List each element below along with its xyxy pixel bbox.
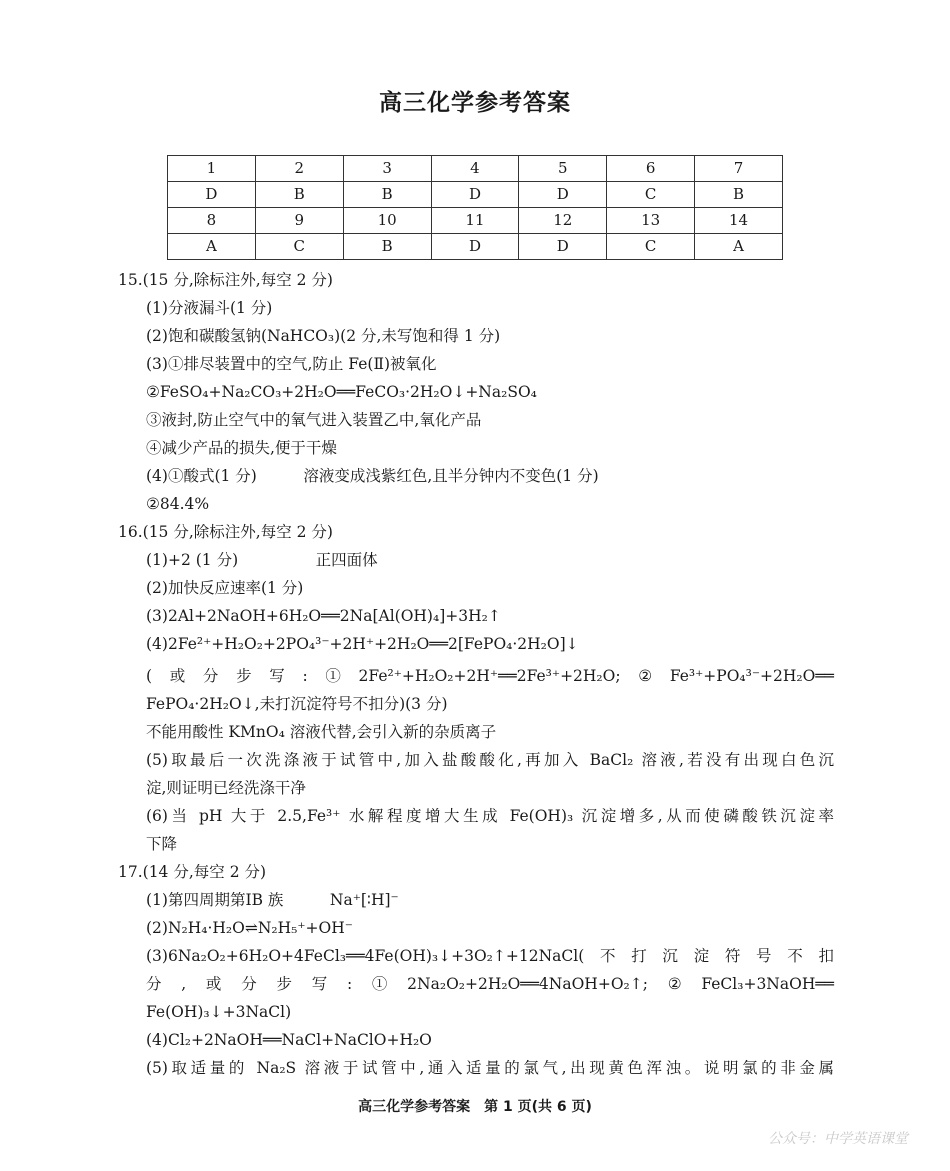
answer-line: (或分步写:①2Fe²⁺+H₂O₂+2H⁺══2Fe³⁺+2H₂O;②Fe³⁺+PO₄³⁻+2H₂O══ [146,667,834,685]
watermark: 公众号：中学英语课堂 [768,1131,908,1147]
answer-line: (2)N₂H₄·H₂O⇌N₂H₅⁺+OH⁻ [146,919,353,937]
page-title: 高三化学参考答案 [379,90,571,116]
answer-line: (4)①酸式(1 分) 溶液变成浅紫红色,且半分钟内不变色(1 分) [146,467,599,485]
table-cell: D [519,234,607,260]
table-row [168,208,783,234]
table-row [168,156,783,182]
table-cell: D [519,182,607,208]
table-cell: A [168,234,256,260]
table-cell: 10 [343,208,431,234]
table-cell: B [255,182,343,208]
table-cell: D [431,234,519,260]
answer-line: (3)6Na₂O₂+6H₂O+4FeCl₃══4Fe(OH)₃↓+3O₂↑+12NaCl(不打沉淀符号不扣 [146,947,834,965]
answer-line: 分,或分步写:①2Na₂O₂+2H₂O══4NaOH+O₂↑;②FeCl₃+3NaOH══ [146,975,834,993]
table-cell: 7 [695,156,783,182]
table-cell: 13 [607,208,695,234]
table-cell: B [695,182,783,208]
answer-line: (1)第四周期第ⅠB 族 Na⁺[∶H]⁻ [146,891,399,909]
table-row [168,182,783,208]
answer-line: (3)2Al+2NaOH+6H₂O══2Na[Al(OH)₄]+3H₂↑ [146,607,501,625]
answer-line: Fe(OH)₃↓+3NaCl) [146,1003,292,1021]
answer-line: (5)取最后一次洗涤液于试管中,加入盐酸酸化,再加入 BaCl₂ 溶液,若没有出现白色沉 [146,751,834,769]
table-cell: 14 [695,208,783,234]
table-cell: 1 [168,156,256,182]
table-cell: A [695,234,783,260]
question-15-heading: 15.(15 分,除标注外,每空 2 分) [118,271,333,289]
table-cell: 5 [519,156,607,182]
table-cell: C [607,234,695,260]
answer-line: (1)+2 (1 分) 正四面体 [146,551,378,569]
table-cell: D [431,182,519,208]
answer-line: ②FeSO₄+Na₂CO₃+2H₂O══FeCO₃·2H₂O↓+Na₂SO₄ [146,383,537,401]
answer-line: 不能用酸性 KMnO₄ 溶液代替,会引入新的杂质离子 [146,723,497,741]
answer-line: (2)饱和碳酸氢钠(NaHCO₃)(2 分,未写饱和得 1 分) [146,327,501,345]
table-cell: B [343,182,431,208]
table-cell: 4 [431,156,519,182]
table-cell: C [255,234,343,260]
answer-line: 下降 [146,835,178,853]
answer-line: ②84.4% [146,495,210,513]
table-cell: 8 [168,208,256,234]
answer-line: (4)Cl₂+2NaOH══NaCl+NaClO+H₂O [146,1031,432,1049]
answer-line: (1)分液漏斗(1 分) [146,299,273,317]
answer-line: ③液封,防止空气中的氧气进入装置乙中,氧化产品 [146,411,482,429]
page-footer: 高三化学参考答案 第 1 页(共 6 页) [358,1099,592,1115]
table-cell: 12 [519,208,607,234]
table-cell: D [168,182,256,208]
answer-line: ④减少产品的损失,便于干燥 [146,439,337,457]
answer-line: (4)2Fe²⁺+H₂O₂+2PO₄³⁻+2H⁺+2H₂O══2[FePO₄·2H₂O]↓ [146,635,579,653]
table-cell: C [607,182,695,208]
table-cell: 11 [431,208,519,234]
answer-line: (3)①排尽装置中的空气,防止 Fe(Ⅱ)被氧化 [146,355,437,373]
table-cell: 2 [255,156,343,182]
table-cell: B [343,234,431,260]
table-row [168,234,783,260]
question-16-heading: 16.(15 分,除标注外,每空 2 分) [118,523,333,541]
answer-line: FePO₄·2H₂O↓,未打沉淀符号不扣分)(3 分) [146,695,448,713]
answer-line: (2)加快反应速率(1 分) [146,579,304,597]
table-cell: 6 [607,156,695,182]
table-cell: 3 [343,156,431,182]
answer-line: (6)当 pH 大于 2.5,Fe³⁺ 水解程度增大生成 Fe(OH)₃ 沉淀增多,从而使磷酸铁沉淀率 [146,807,834,825]
answer-table [167,155,783,260]
answer-line: 淀,则证明已经洗涤干净 [146,779,306,797]
question-17-heading: 17.(14 分,每空 2 分) [118,863,267,881]
table-cell: 9 [255,208,343,234]
answer-line: (5)取适量的 Na₂S 溶液于试管中,通入适量的氯气,出现黄色浑浊。说明氯的非金属 [146,1059,834,1077]
